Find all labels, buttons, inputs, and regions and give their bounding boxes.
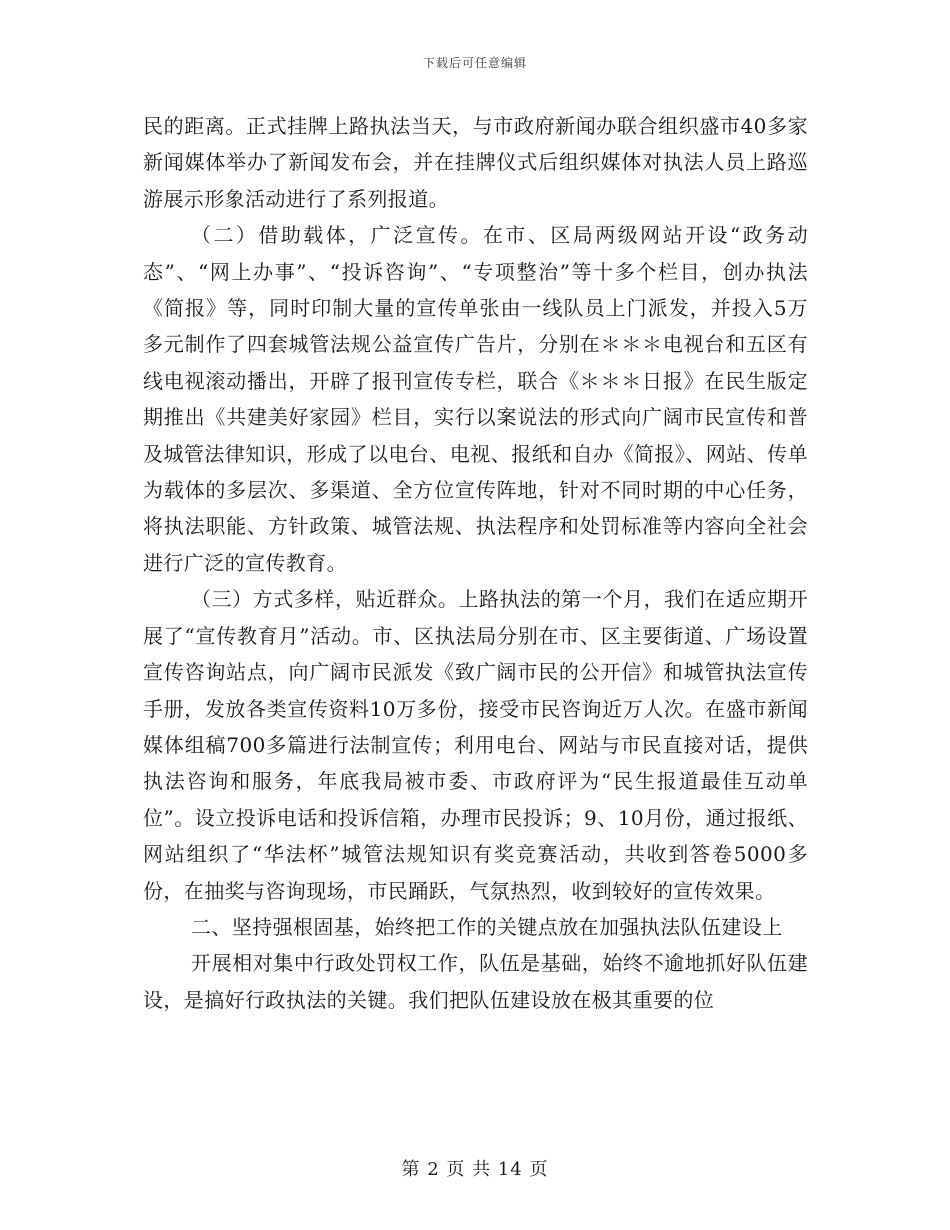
paragraph-section-2: （二）借助载体，广泛宣传。在市、区局两级网站开设“政务动态”、“网上办事”、“投诉咨询”、“专项整治”等十多个栏目，创办执法《简报》等，同时印制大量的宣传单张由一线队员上门派发，并投入5万多元制作了四套城管法规公益宣传广告片，分别在＊＊＊电视台和五区有线电视滚动播出，开辟了报刊宣传专栏，联合《＊＊＊日报》在民生版定期推出《共建美好家园》栏目，实行以案说法的形式向广阔市民宣传和普及城管法律知识，形成了以电台、电视、报纸和自办《简报》、网站、传单为载体的多层次、多渠道、全方位宣传阵地，针对不同时期的中心任务，将执法职能、方针政策、城管法规、执法程序和处罚标准等内容向全社会进行广泛的宣传教育。	[143, 223, 808, 575]
paragraph-continuation: 民的距离。正式挂牌上路执法当天，与市政府新闻办联合组织盛市40多家新闻媒体举办了新闻发布会，并在挂牌仪式后组织媒体对执法人员上路巡游展示形象活动进行了系列报道。	[143, 114, 808, 211]
document-body	[143, 108, 808, 1018]
paragraph-section-3: （三）方式多样，贴近群众。上路执法的第一个月，我们在适应期开展了“宣传教育月”活动。市、区执法局分别在市、区主要街道、广场设置宣传咨询站点，向广阔市民派发《致广阔市民的公开信》和城管执法宣传手册，发放各类宣传资料10万多份，接受市民咨询近万人次。在盛市新闻媒体组稿700多篇进行法制宣传；利用电台、网站与市民直接对话，提供执法咨询和服务，年底我局被市委、市政府评为“民生报道最佳互动单位”。设立投诉电话和投诉信箱，办理市民投诉；9、10月份，通过报纸、网站组织了“华法杯”城管法规知识有奖竞赛活动，共收到答卷5000多份，在抽奖与咨询现场，市民踊跃，气氛热烈，收到较好的宣传效果。	[143, 587, 808, 903]
page-number-footer: 第 2 页 共 14 页	[401, 1159, 549, 1180]
page-header: 下载后可任意编辑	[422, 56, 527, 70]
paragraph-team-building: 开展相对集中行政处罚权工作，队伍是基础，始终不逾地抓好队伍建设，是搞好行政执法的关键。我们把队伍建设放在极其重要的位	[143, 951, 808, 1012]
section-heading-2: 二、坚持强根固基，始终把工作的关键点放在加强执法队伍建设上	[191, 914, 783, 939]
